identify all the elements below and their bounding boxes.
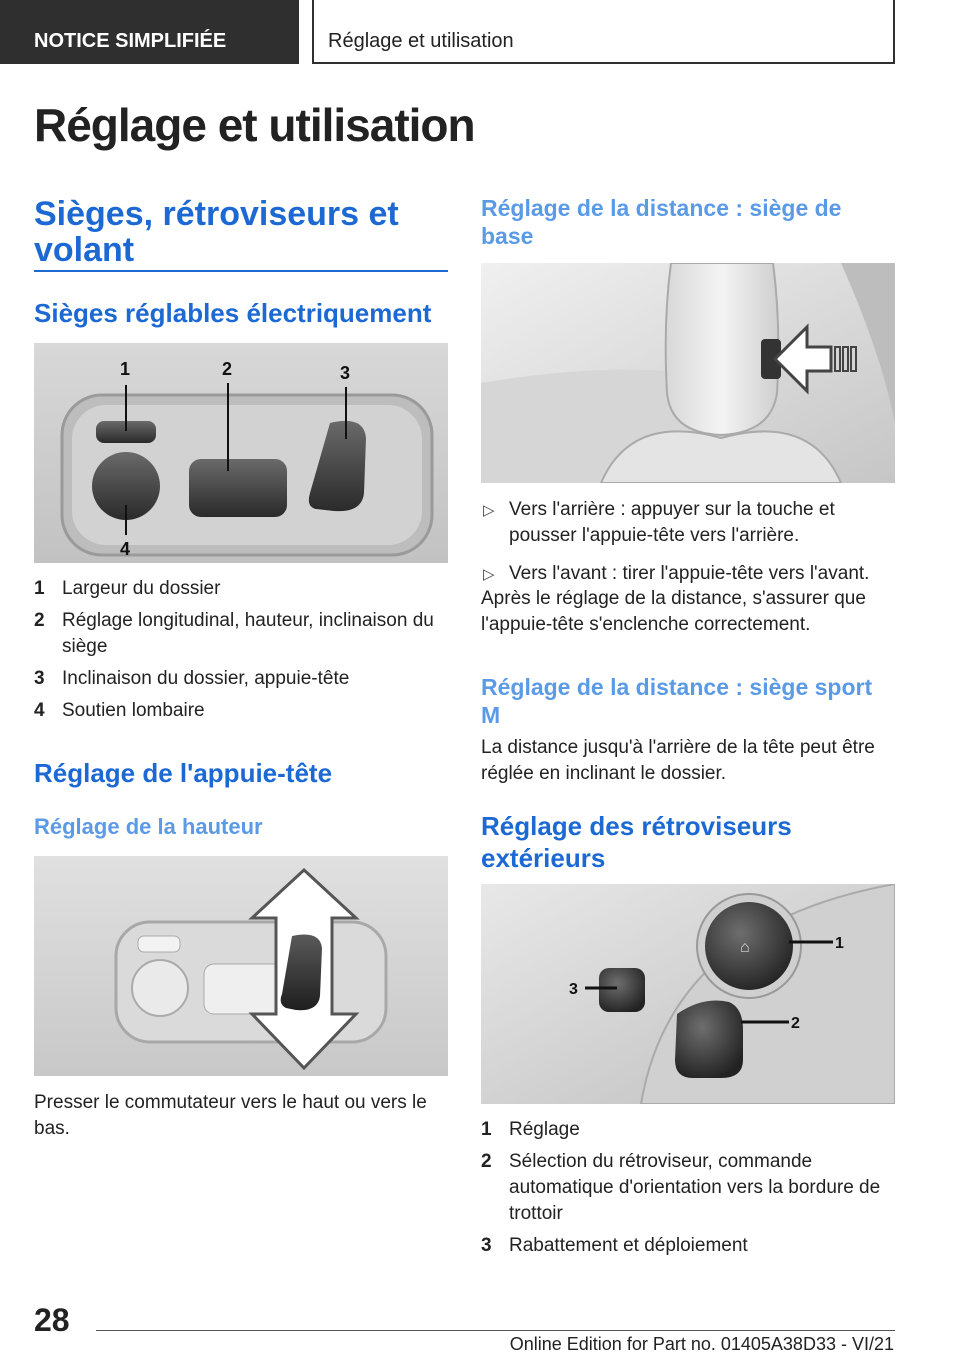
- chapter-tab: [312, 0, 895, 64]
- seat-callout-3: 3: [340, 363, 351, 383]
- mirror-callout-1: 1: [835, 935, 844, 952]
- height-instructions: Presser le commutateur vers le haut ou vers le bas.: [34, 1092, 427, 1139]
- footer-rule: [96, 1330, 895, 1331]
- headrest-heading: Réglage de l'appuie-tête: [34, 758, 333, 788]
- headrest-height-image: [34, 856, 448, 1076]
- page-title: Réglage et utilisation: [34, 99, 475, 151]
- chapter-label: Réglage et utilisation: [328, 30, 514, 52]
- list-item: 1 Réglage: [481, 1119, 580, 1140]
- list-item: 4 Soutien lombaire: [34, 700, 205, 721]
- triangle-bullet-icon: ▷: [483, 566, 495, 583]
- list-item: ▷ Vers l'arrière : appuyer sur la touche et pousser l'appuie-tête vers l'arrière.: [483, 499, 835, 546]
- section-rule: [34, 270, 448, 272]
- svg-text:⌂: ⌂: [740, 939, 750, 956]
- page-number: 28: [34, 1302, 70, 1338]
- distance-sport-heading: Réglage de la distance : siège sport M: [481, 674, 873, 728]
- seat-callout-1: 1: [120, 359, 131, 379]
- list-item: 3 Rabattement et déploiement: [481, 1235, 748, 1256]
- headrest-distance-image: [481, 263, 895, 483]
- distance-base-heading: Réglage de la distance : siège de base: [481, 195, 842, 249]
- seat-list: [34, 576, 448, 724]
- distance-sport-text: La distance jusqu'à l'arrière de la tête peut être réglée en inclinant le dossier.: [481, 737, 875, 784]
- height-heading: Réglage de la hauteur: [34, 814, 263, 839]
- edition-note: Online Edition for Part no. 01405A38D33 - VI/21: [509, 1334, 894, 1354]
- distance-base-note: Après le réglage de la distance, s'assurer que l'appuie-tête s'enclenche correctement.: [481, 588, 866, 635]
- mirror-controls-image: [481, 884, 895, 1104]
- list-item: 3 Inclinaison du dossier, appuie-tête: [34, 668, 350, 689]
- seat-controls-image: [34, 343, 448, 563]
- list-item: 2 Réglage longitudinal, hauteur, inclinaison du siège: [34, 610, 434, 657]
- list-item: 1 Largeur du dossier: [34, 578, 221, 599]
- section-title: Sièges, rétroviseurs et volant: [34, 195, 399, 269]
- mirror-heading: Réglage des rétroviseurs extérieurs: [481, 811, 792, 873]
- list-item: ▷ Vers l'avant : tirer l'appuie-tête vers l'avant.: [481, 561, 895, 587]
- section-label: NOTICE SIMPLIFIÉE: [34, 30, 227, 52]
- triangle-bullet-icon: ▷: [483, 502, 495, 519]
- mirror-list: [481, 1117, 895, 1259]
- seats-heading: Sièges réglables électriquement: [34, 298, 432, 328]
- section-tab: [0, 0, 299, 64]
- list-item: 2 Sélection du rétroviseur, commande automatique d'orientation vers la bordure de trottoir: [481, 1151, 881, 1224]
- mirror-callout-2: 2: [791, 1015, 800, 1032]
- mirror-callout-3: 3: [569, 981, 578, 998]
- seat-callout-4: 4: [120, 539, 131, 559]
- seat-callout-2: 2: [222, 359, 233, 379]
- distance-base-list: [481, 497, 895, 587]
